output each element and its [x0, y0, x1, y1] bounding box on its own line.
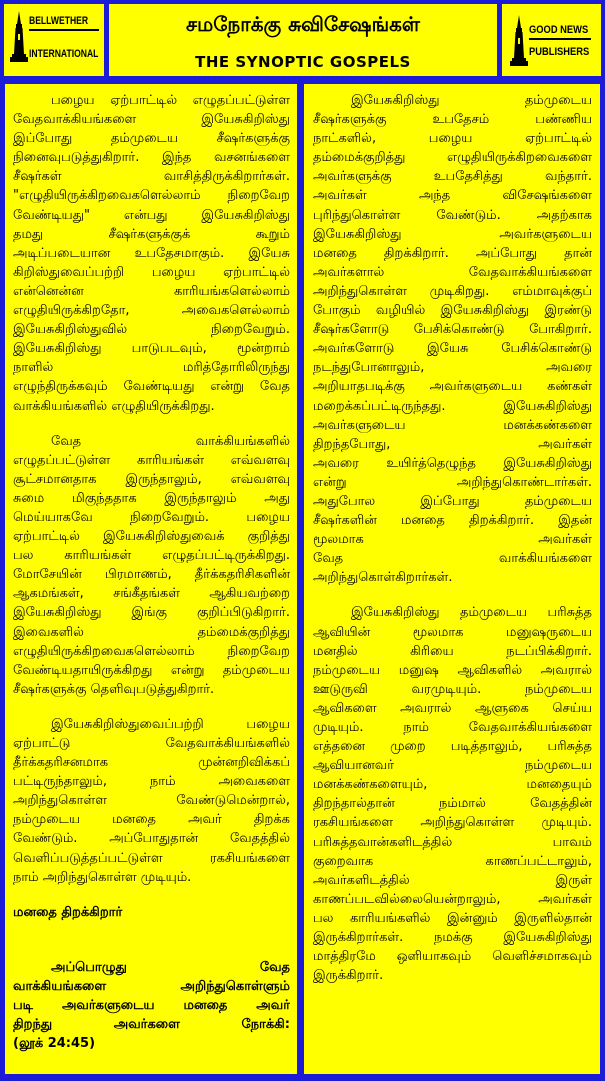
text-line: ஆவிகளை அவரால் ஆளுகை செய்ய [313, 700, 592, 716]
text-line: பரிசுத்தவான்களிடத்தில் பாவம் [313, 834, 592, 850]
text-line: அறியாதபடிக்கு அவர்களுடைய கண்கள் [313, 379, 592, 395]
text-line: மூலமாக அவர்கள் [313, 532, 592, 548]
text-line: மாத்திரமே ஒளியாகவும் வெளிச்சமாகவும் [313, 949, 592, 965]
text-line: நாம் அறிந்துகொள்ள முடியும். [13, 869, 192, 885]
text-line: வாக்கியங்களில் எழுதியிருக்கிறது. [13, 398, 215, 414]
logo-divider [29, 29, 99, 31]
text-line: திறந்தால்தான் நம்மால் வேதத்தின் [313, 796, 592, 812]
text-line: முடியும். நாம் வேதவாக்கியங்களை [313, 720, 592, 735]
text-line: திறந்து அவர்களை நோக்கி: [13, 1017, 290, 1033]
page-subtitle: THE SYNOPTIC GOSPELS [195, 53, 411, 71]
text-line: நாட்களில், பழைய ஏற்பாட்டில் [313, 131, 592, 147]
text-line: வெளிப்படுத்தப்பட்டுள்ள ரகசியங்களை [13, 850, 290, 866]
text-line: காணப்படவில்லையென்றாலும், அவர்கள் [313, 891, 592, 907]
paragraph [313, 91, 592, 587]
text-line: சீஷர்கள் வாசித்திருக்கிறார்கள். [13, 169, 290, 185]
text-line: கிறிஸ்துவைப்பற்றி பழைய ஏற்பாட்டில் [13, 264, 290, 280]
text-line: மனதில் கிரியை நடப்பிக்கிறார். [313, 643, 592, 659]
text-line: வேண்டியது" என்பது இயேசுகிறிஸ்து [13, 207, 290, 223]
text-line: அவர்களால் வேதவாக்கியங்களை [313, 264, 592, 280]
title-box [109, 4, 497, 76]
text-line: அதுபோல இப்போது தம்முடைய [313, 493, 592, 509]
text-line: பழைய ஏற்பாட்டில் எழுதப்பட்டுள்ள [51, 93, 290, 108]
text-line: எழுதியிருக்கிறதோ, அவைகளெல்லாம் [13, 303, 290, 319]
text-line: அவர்களிடத்தில் இருள் [313, 872, 592, 888]
text-line: மனக்கண்களையும், மனதையும் [313, 777, 592, 793]
text-line: வேதவாக்கியங்களை இயேசுகிறிஸ்து [13, 112, 290, 128]
text-line: வேத வாக்கியங்களை [313, 551, 592, 567]
text-line: சீஷர்களுக்கு உபதேசம் பண்ணிய [313, 112, 592, 128]
text-line: எழுதியிருக்கிறவைகளெல்லாம் நிறைவேற [13, 643, 290, 659]
text-line: தம்மைக்குறித்து எழுதியிருக்கிறவைகளை [313, 150, 592, 166]
text-line: ஆவியின் மூலமாக மனுஷருடைய [313, 624, 592, 640]
paragraph [13, 715, 290, 887]
text-line: நடந்துபோனாலும், அவரை [313, 360, 592, 376]
tower-icon [510, 14, 528, 66]
text-line: இயேசுகிறிஸ்து தம்முடைய பரிசுத்த [351, 605, 592, 621]
text-line: அப்பொழுது வேத [51, 959, 290, 975]
text-line: அவர்களுக்கு உபதேசித்து வந்தார். [313, 169, 592, 185]
text-line: பல காரியங்கள் எழுதப்பட்டிருக்கிறது. [13, 548, 290, 564]
logo-wordmark-top: GOOD NEWS [529, 24, 589, 36]
text-line: இயேசுகிறிஸ்துவில் நிறைவேறும். [13, 322, 290, 338]
text-line: மனதை திறக்கிறார். அப்போது தான் [313, 245, 592, 261]
text-line: படி அவர்களுடைய மனதை அவர் [13, 998, 290, 1014]
tower-icon [10, 10, 28, 62]
text-line: ஏற்பாட்டில் இயேசுகிறிஸ்துவைக் குறித்து [13, 529, 290, 545]
bellwether-international-logo [4, 4, 104, 76]
text-line: அவரை உயிர்த்தெழுந்த இயேசுகிறிஸ்து [313, 455, 592, 471]
text-line: இவைகளில் தம்மைக்குறித்து [13, 624, 290, 640]
text-line: அவர்களுடைய மனக்கண்களை [313, 417, 592, 433]
text-line: வேண்டும். அப்போதுதான் வேதத்தில் [13, 831, 290, 847]
text-line: போகும் வழியில் இயேசுகிறிஸ்து இரண்டு [313, 303, 592, 319]
scripture-quote [13, 958, 290, 1053]
text-line: அறிந்துகொள்கிறார்கள். [313, 570, 453, 586]
text-line: வேண்டியதாயிருக்கிறது என்று தம்முடைய [13, 662, 290, 678]
text-line: திறந்தபோது, அவர்கள் [313, 436, 592, 452]
text-line: இயேசுகிறிஸ்து இங்கு குறிப்பிடுகிறார். [13, 605, 290, 621]
text-line: ஆகமங்கள், சங்கீதங்கள் ஆகியவற்றை [13, 586, 290, 602]
good-news-publishers-logo [502, 4, 601, 76]
text-line: என்று அறிந்துகொண்டார்கள். [313, 474, 592, 490]
text-line: வேத வாக்கியங்களில் [51, 433, 290, 449]
text-line: "எழுதியிருக்கிறவைகளெல்லாம் நிறைவேற [13, 188, 290, 204]
text-line: சீஷர்களோடு பேசிக்கொண்டு போகிறார். [313, 322, 592, 338]
text-line: எத்தனை முறை படித்தாலும், பரிசுத்த [313, 739, 592, 755]
text-line: தமது சீஷர்களுக்குக் கூறும் [13, 226, 290, 242]
text-line: இயேசுகிறிஸ்து பாடுபடவும், மூன்றாம் [13, 341, 290, 357]
text-line: சுமை மிகுந்ததாக இருந்தாலும் அது [13, 490, 290, 506]
text-line: புரிந்துகொள்ள வேண்டும். அதற்காக [313, 207, 592, 223]
page-title: சமநோக்கு சுவிசேஷங்கள் [186, 12, 420, 36]
text-line: குறைவாக காணப்பட்டாலும், [313, 853, 592, 869]
text-line: இருக்கிறார்கள். நமக்கு இயேசுகிறிஸ்து [313, 930, 592, 946]
left-column-body [13, 91, 290, 887]
text-line: ஊடுருவி வரமுடியும். நம்முடைய [313, 681, 592, 697]
text-line: அறிந்துகொள்ள முடிகிறது. எம்மாவுக்குப் [313, 283, 592, 299]
text-line: இயேசுகிறிஸ்து அவர்களுடைய [313, 226, 592, 242]
text-line: ஆவியானவர் நம்முடைய [313, 758, 592, 774]
text-line: எழுதப்பட்டுள்ள காரியங்கள் எவ்வளவு [13, 452, 290, 468]
text-line: நினைவுபடுத்துகிறார். இந்த வசனங்களை [13, 150, 290, 166]
left-column [5, 84, 297, 1074]
logo-wordmark-top: BELLWETHER [29, 15, 89, 27]
text-line: சீஷர்களின் மனதை திறக்கிறார். இதன் [313, 513, 592, 529]
text-line: அடிப்படையான உபதேசமாகும். இயேசு [13, 245, 290, 261]
text-line: நம்முடைய மனுஷ ஆவிகளில் அவரால் [313, 662, 592, 678]
logo-wordmark-bottom: PUBLISHERS [529, 46, 590, 58]
text-line: மோசேயின் பிரமாணம், தீர்க்கதரிசிகளின் [13, 567, 290, 583]
text-line: இருக்கிறார். [313, 968, 384, 984]
text-line: அவர்களோடு இயேசு பேசிக்கொண்டு [313, 341, 592, 357]
text-line: வாக்கியங்களை அறிந்துகொள்ளும் [13, 978, 290, 994]
text-line: நம்முடைய மனதை அவர் திறக்க [13, 812, 290, 828]
right-column-body [313, 91, 592, 985]
right-column [304, 84, 600, 1074]
text-line: ரகசியங்களை அறிந்துகொள்ள முடியும். [313, 815, 592, 831]
text-line: (லூக் 24:45) [13, 1036, 96, 1052]
text-line: எழுந்திருக்கவும் வேண்டியது என்று வேத [13, 379, 290, 395]
logo-divider [529, 38, 591, 40]
text-line: ஏற்பாட்டு வேதவாக்கியங்களில் [13, 736, 290, 751]
text-line: சூட்சமானதாக இருந்தாலும், எவ்வளவு [13, 471, 290, 487]
text-line: மறைக்கப்பட்டிருந்தது. இயேசுகிறிஸ்து [313, 398, 592, 414]
text-line: இயேசுகிறிஸ்துவைப்பற்றி பழைய [51, 716, 290, 732]
text-line: பட்டிருந்தாலும், நாம் அவைகளை [13, 774, 290, 790]
text-line: மெய்யாகவே நிறைவேறும். பழைய [13, 509, 290, 525]
text-line: சீஷர்களுக்கு தெளிவுபடுத்துகிறார். [13, 681, 215, 697]
logo-wordmark-bottom: INTERNATIONAL [29, 48, 99, 60]
section-heading: மனதை திறக்கிறார் [13, 904, 123, 920]
text-line: தீர்க்கதரிசனமாக முன்னறிவிக்கப் [13, 755, 290, 771]
text-line: பல காரியங்களில் இன்னும் இருளில்தான் [313, 910, 592, 926]
text-line: அறிந்துகொள்ள வேண்டுமென்றால், [13, 793, 290, 809]
text-line: இப்போது தம்முடைய சீஷர்களுக்கு [13, 131, 290, 147]
paragraph [313, 603, 592, 985]
paragraph [13, 91, 290, 416]
text-line: இயேசுகிறிஸ்து தம்முடைய [351, 93, 592, 108]
paragraph [13, 432, 290, 699]
text-line: நாளில் மரித்தோரிலிருந்து [13, 360, 290, 376]
text-line: என்னென்ன காரியங்களெல்லாம் [13, 283, 290, 299]
text-line: அவர்கள் அந்த விசேஷங்களை [313, 188, 592, 204]
